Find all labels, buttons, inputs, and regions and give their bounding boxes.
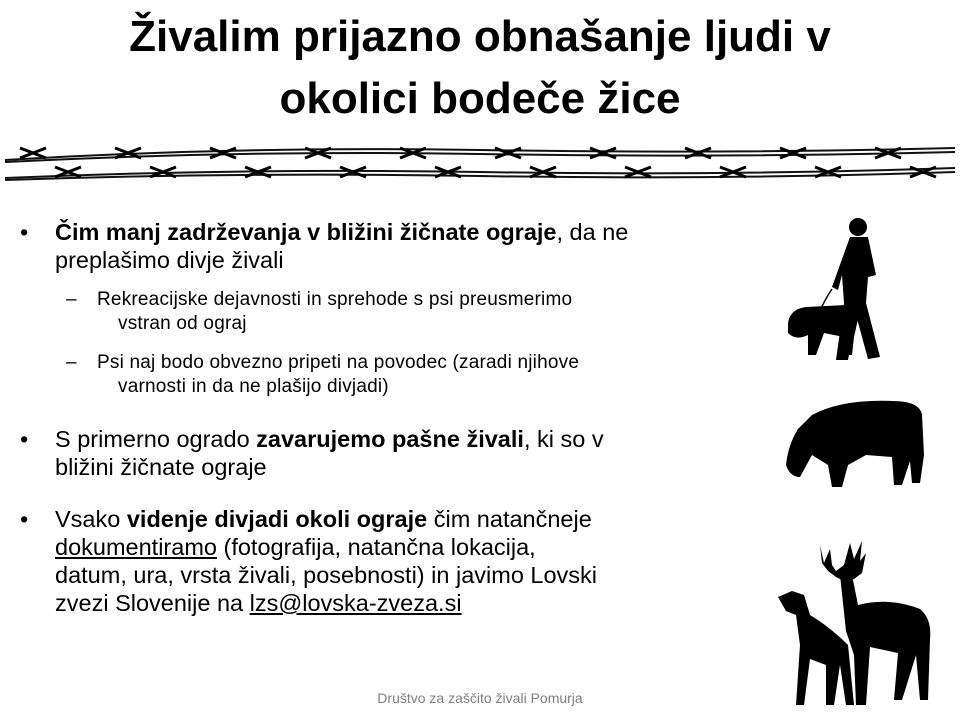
cow-image (782, 395, 927, 490)
sub-bullet-2-line1: Psi naj bodo obvezno pripeti na povodec (zaradi njihove (97, 352, 580, 373)
slide-title (40, 6, 920, 130)
bullet-2-pre: S primerno ogrado (55, 426, 257, 452)
sub-bullet-2 (20, 351, 760, 399)
bullet-3-line3: datum, ura, vrsta živali, posebnosti) in javimo Lovski (55, 562, 598, 588)
slide-body (20, 218, 760, 617)
title-line-2: okolici bodeče žice (279, 74, 681, 123)
sub-bullet-1-line2: vstran od ograj (118, 313, 247, 334)
bullet-3-text: čim natančneje (427, 506, 592, 532)
sub-bullet-1-line1: Rekreacijske dejavnosti in sprehode s psi preusmerimo (97, 289, 573, 310)
sub-bullet-1 (20, 288, 760, 336)
bullet-1-line2: preplašimo divje živali (55, 247, 284, 273)
barbed-wire-image (0, 138, 960, 188)
bullet-2-text: , ki so v (523, 426, 604, 452)
man-walking-dog-image (780, 215, 910, 365)
sub-bullet-dash: – (66, 352, 77, 373)
bullet-1 (20, 218, 760, 274)
email-link[interactable]: lzs@lovska-zveza.si (249, 590, 462, 616)
title-line-1: Živalim prijazno obnašanje ljudi v (129, 12, 831, 61)
bullet-2-bold: zavarujemo pašne živali (256, 426, 524, 452)
bullet-3-line4: zvezi Slovenije na (55, 590, 250, 616)
bullet-1-text: , da ne (556, 219, 629, 245)
sub-bullet-dash: – (66, 289, 77, 310)
deer-image (770, 535, 935, 710)
footer-text: Društvo za zaščito živali Pomurja (377, 690, 583, 706)
sub-bullet-2-line2: varnosti in da ne plašijo divjadi) (118, 376, 389, 397)
bullet-3-line2-rest: (fotografija, natančna lokacija, (216, 534, 536, 560)
bullet-3 (20, 505, 760, 617)
bullet-2 (20, 425, 760, 481)
bullet-2-line2: bližini žičnate ograje (55, 454, 267, 480)
bullet-3-pre: Vsako (55, 506, 127, 532)
bullet-3-underlined: dokumentiramo (55, 534, 217, 560)
bullet-1-bold: Čim manj zadrževanja v bližini žičnate ograje (55, 219, 557, 245)
bullet-3-bold: videnje divjadi okoli ograje (126, 506, 428, 532)
